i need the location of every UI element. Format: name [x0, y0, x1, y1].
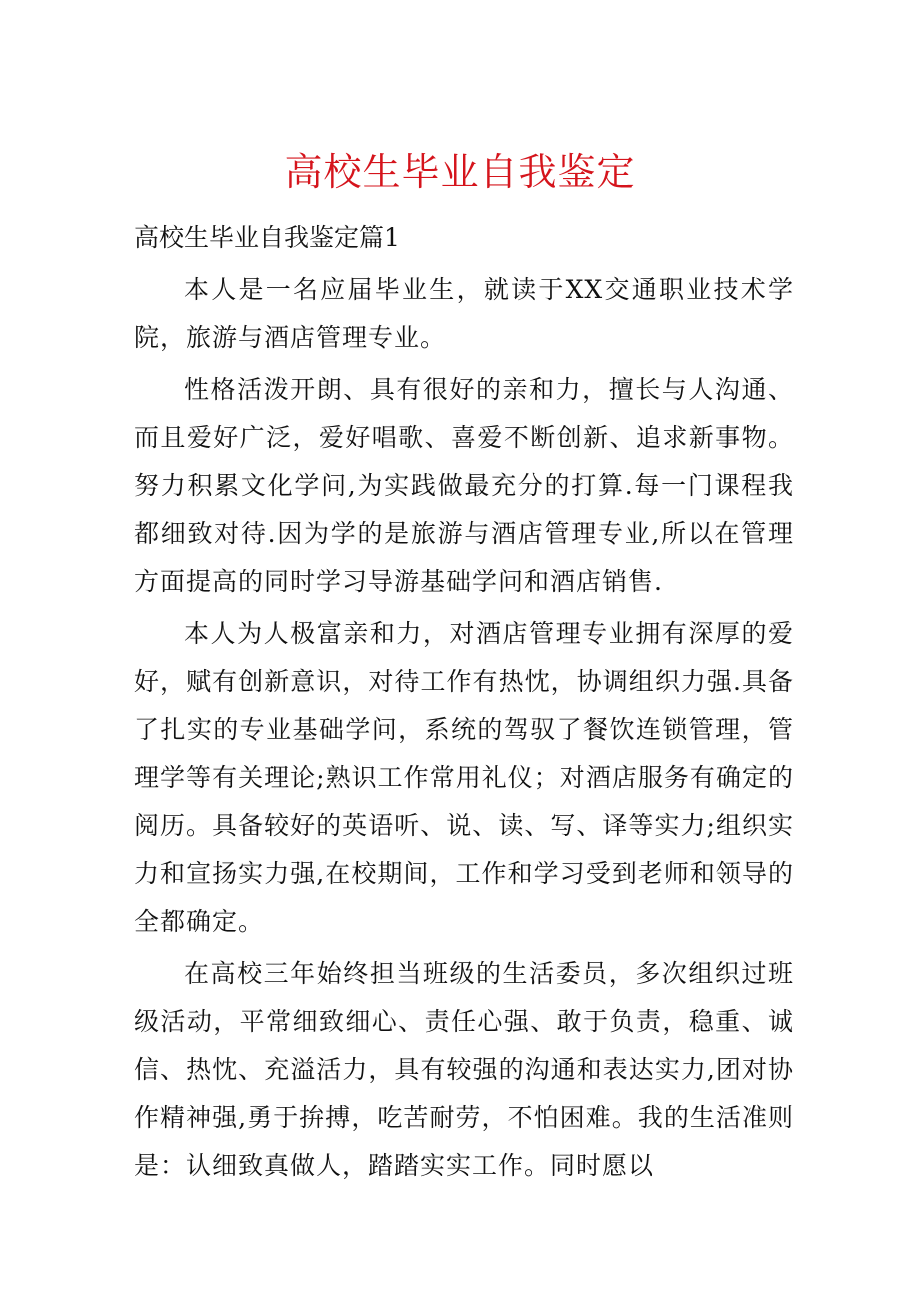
paragraph-2: 性格活泼开朗、具有很好的亲和力，擅长与人沟通、而且爱好广泛，爱好唱歌、喜爱不断创新、追求新事物。努力积累文化学问,为实践做最充分的打算.每一门课程我都细致对待.因为学的是旅游与酒店管理专业,所以在管理方面提高的同时学习导游基础学问和酒店销售. [134, 375, 794, 596]
document-title: 高校生毕业自我鉴定 [284, 150, 636, 194]
paragraph-3: 本人为人极富亲和力，对酒店管理专业拥有深厚的爱好，赋有创新意识，对待工作有热忱，协调组织力强.具备了扎实的专业基础学问，系统的驾驭了餐饮连锁管理，管理学等有关理论;熟识工作常用礼仪；对酒店服务有确定的阅历。具备较好的英语听、说、读、写、译等实力;组织实力和宣扬实力强,在校期间，工作和学习受到老师和领导的全都确定。 [134, 619, 794, 936]
section-heading: 高校生毕业自我鉴定篇1 [134, 223, 400, 252]
document-body [134, 266, 794, 1194]
paragraph-1: 本人是一名应届毕业生，就读于XX交通职业技术学院，旅游与酒店管理专业。 [134, 275, 794, 352]
paragraph-4: 在高校三年始终担当班级的生活委员，多次组织过班级活动，平常细致细心、责任心强、敢于负责，稳重、诚信、热忱、充溢活力，具有较强的沟通和表达实力,团对协作精神强,勇于拚搏，吃苦耐劳，不怕困难。我的生活准则是：认细致真做人，踏踏实实工作。同时愿以 [134, 959, 794, 1180]
